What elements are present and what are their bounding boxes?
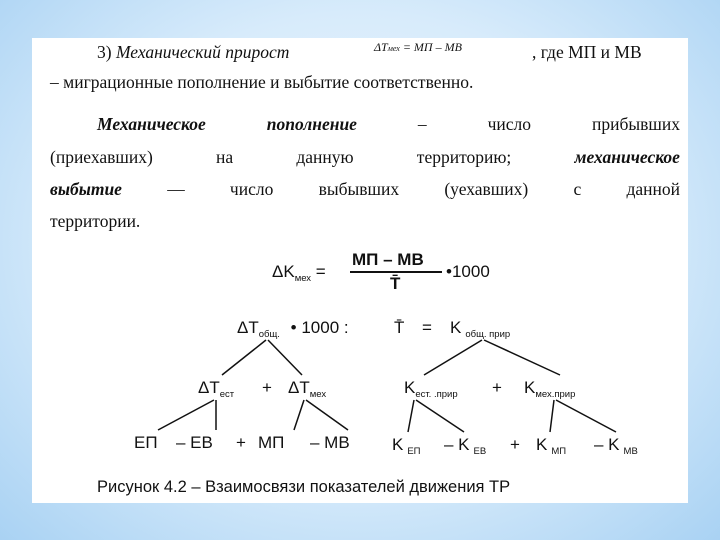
word: с <box>573 179 582 199</box>
edge-kmex-to-kmp <box>550 400 554 432</box>
tree-mid-la-symbol: ΔT <box>198 378 220 397</box>
tree-mid-lb-symbol: ΔT <box>288 378 310 397</box>
inline-formula-sub: мех <box>387 44 400 53</box>
word: число <box>229 179 274 199</box>
edge-kest-to-kev <box>416 400 464 432</box>
leaf-k-mp-symbol: K <box>536 435 548 454</box>
tree-top-symbol: ΔT <box>237 318 259 337</box>
tree-mid-ra-sub: ест. .прир <box>415 389 458 400</box>
para1-tail: , где МП и МВ <box>532 42 642 62</box>
eq-equals: = <box>315 262 326 281</box>
word: число <box>487 114 532 134</box>
tree-top-tbar: T̄ <box>394 318 405 337</box>
leaf-mv: – МВ <box>310 433 350 452</box>
edge-test-to-ep <box>158 400 214 430</box>
eq-lhs-sub: мех <box>294 273 312 284</box>
word: пополнение <box>266 114 357 134</box>
leaf-mp: МП <box>258 433 285 452</box>
edge-k-to-kmex <box>484 340 560 375</box>
para2-line4: территории. <box>50 211 141 231</box>
item-number: 3) <box>97 42 112 62</box>
tree-top-k: K <box>450 318 462 337</box>
figure-caption: Рисунок 4.2 – Взаимосвязи показателей движения ТР <box>97 478 511 496</box>
word: данную <box>296 147 354 167</box>
word: на <box>216 147 234 167</box>
slide-page <box>32 38 688 503</box>
tree-mid-ra-symbol: K <box>404 378 416 397</box>
word: территорию; <box>416 147 512 167</box>
word: выбытие <box>50 179 122 199</box>
tree-top-rest: • 1000 : <box>290 318 349 337</box>
word: – <box>417 114 427 134</box>
leaf-plus: + <box>236 433 246 452</box>
para1-line2: – миграционные пополнение и выбытие соответственно. <box>50 72 474 92</box>
word: Механическое <box>97 114 206 134</box>
word: данной <box>626 179 680 199</box>
leaf-k-mv-symbol: – K <box>594 435 620 454</box>
edge-kest-to-kep <box>408 400 414 432</box>
edge-k-to-kest <box>424 340 482 375</box>
leaf-k-ep-sub: ЕП <box>407 446 421 457</box>
leaf-k-ev-sub: ЕВ <box>473 446 487 457</box>
word: механическое <box>574 147 680 167</box>
word: — <box>167 179 185 199</box>
edge-tmex-to-mv <box>306 400 348 430</box>
eq-numerator: МП – МВ <box>352 250 424 269</box>
edge-top-to-test <box>222 340 266 375</box>
word: прибывших <box>591 114 680 134</box>
word: (уехавших) <box>444 179 529 199</box>
leaf-k-ep-symbol: K <box>392 435 404 454</box>
tree-mid-la-sub: ест <box>219 389 235 400</box>
tree-connectors <box>32 38 688 503</box>
leaf-ep: ЕП <box>134 433 158 452</box>
tree-mid-lb-sub: мех <box>309 389 327 400</box>
tree-mid-rb-sub: мех.прир <box>535 389 576 400</box>
tree-mid-plus2: + <box>492 378 502 397</box>
eq-multiplier: •1000 <box>446 262 490 281</box>
tree-mid-rb-symbol: K <box>524 378 536 397</box>
eq-lhs-symbol: ΔK <box>272 262 295 281</box>
eq-denominator: T̄ <box>390 274 401 293</box>
tree-top-equals: = <box>422 318 432 337</box>
leaf-k-mv-sub: МВ <box>623 446 638 457</box>
leaf-k-mp-sub: МП <box>551 446 567 457</box>
leaf-k-ev-symbol: – K <box>444 435 470 454</box>
inline-formula-rhs: = МП – МВ <box>402 40 462 54</box>
word: выбывших <box>318 179 400 199</box>
term-mech-growth: Механический прирост <box>115 42 290 62</box>
word: (приехавших) <box>50 147 153 167</box>
tree-top-k-sub: общ. прир <box>465 329 511 340</box>
tree-top-sub: общ. <box>258 329 280 340</box>
inline-formula-lhs: ΔT <box>374 40 388 54</box>
leaf-k-plus: + <box>510 435 520 454</box>
edge-tmex-to-mp <box>294 400 304 430</box>
edge-top-to-tmex <box>268 340 302 375</box>
tree-mid-plus1: + <box>262 378 272 397</box>
leaf-ev: – ЕВ <box>176 433 213 452</box>
edge-kmex-to-kmv <box>556 400 616 432</box>
